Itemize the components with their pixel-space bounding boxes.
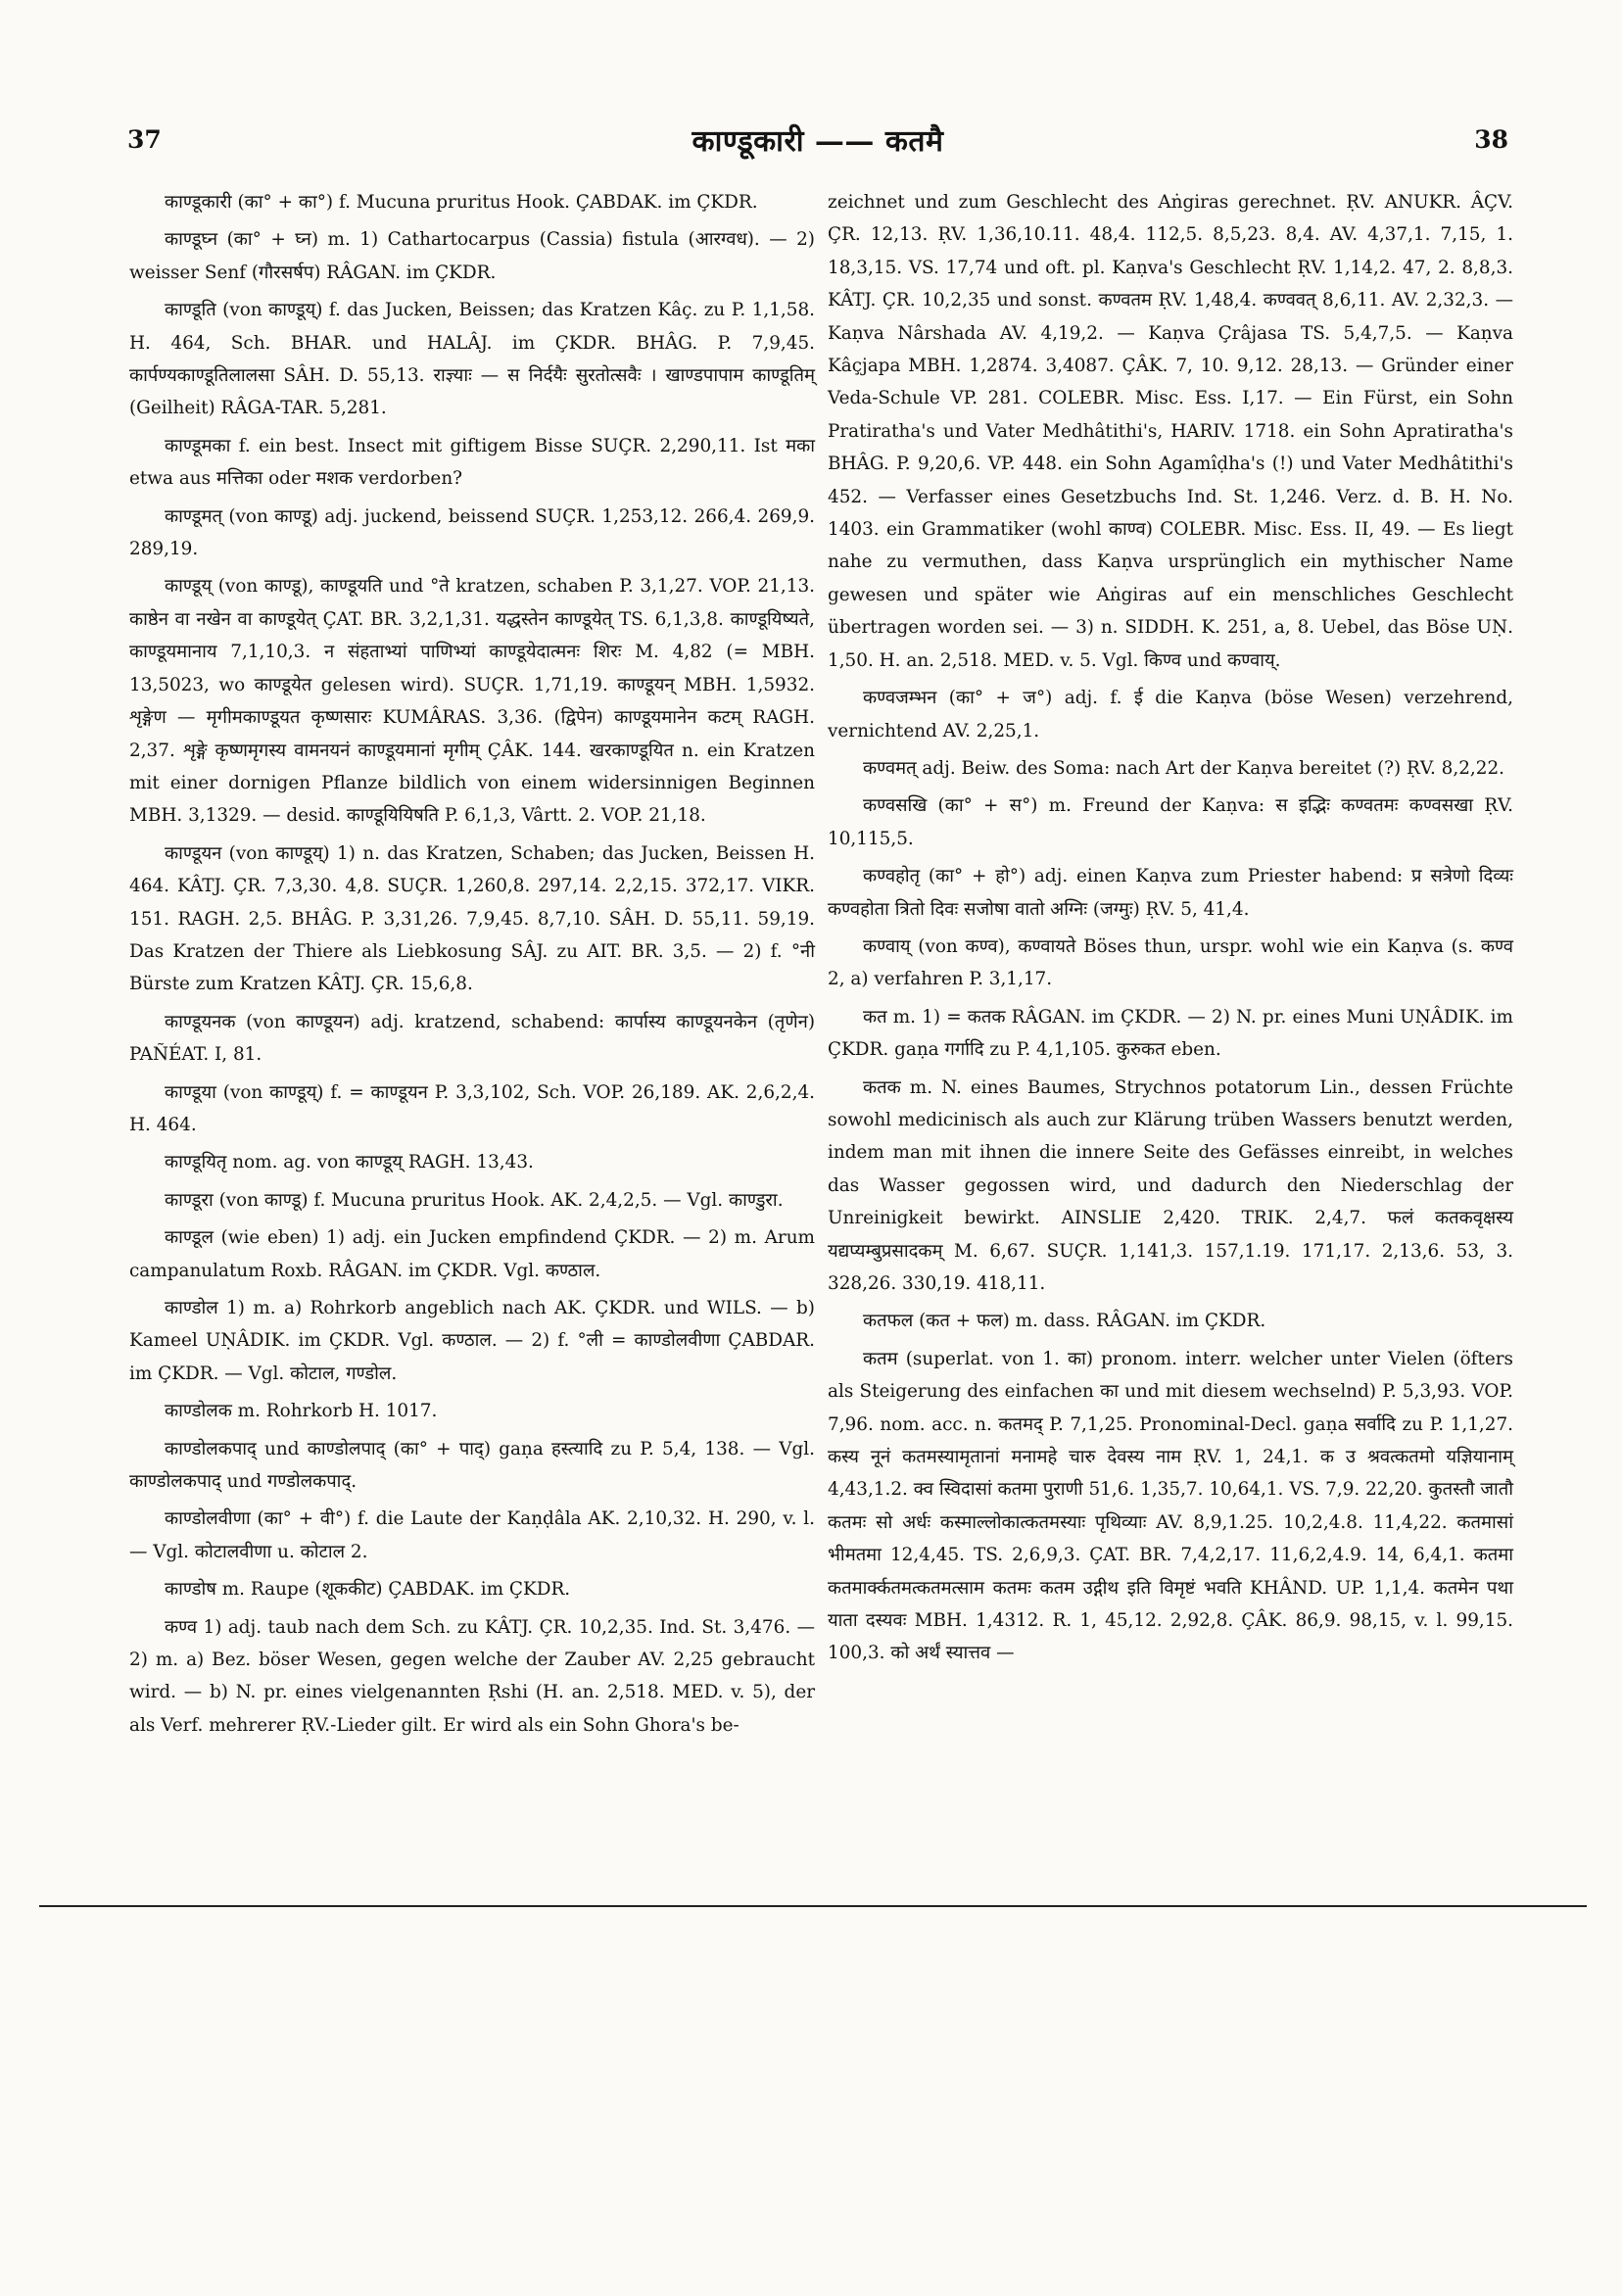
page-header bbox=[127, 116, 1508, 170]
right-page-number: 38 bbox=[1474, 125, 1508, 154]
entry: काण्डूया (von काण्डूय्) f. = काण्डूयन P. 3,3,102, Sch. VOP. 26,189. AK. 2,6,2,4. H. 464. bbox=[129, 1081, 815, 1135]
entry: कण्वाय् (von कण्व), कण्वायते Böses thun, urspr. wohl wie ein Kaṇva (s. कण्व 2, a) verfahren P. 3,1,17. bbox=[828, 935, 1513, 990]
entry: काण्डूकारी (का° + का°) f. Mucuna pruritus Hook. ÇABDAK. im ÇKDR. bbox=[165, 192, 758, 213]
entry: कतम (superlat. von 1. का) pronom. interr. welcher unter Vielen (öfters als Steigerung des einfachen का und mit diesem wechselnd) P. 5,3,93. VOP. 7,96. nom. acc. n. कतमद् P. 7,1,25. Pronominal-Decl. gaṇa सर्वादि zu P. 1,1,27. कस्य नूनं कतमस्यामृतानां मनामहे चारु देवस्य नाम ṚV. 1, 24,1. क उ श्रवत्कतमो यज्ञियानाम् 4,43,1.2. क्व स्विदासां कतमा पुराणी 51,6. 1,35,7. 10,64,1. VS. 7,9. 22,20. कुतस्तौ जातौ कतमः सो अर्धः कस्माल्लोकात्कतमस्याः पृथिव्याः AV. 8,9,1.25. 10,2,4.8. 11,4,22. कतमासां भीमतमा 12,4,45. TS. 2,6,9,3. ÇAT. BR. 7,4,2,17. 11,6,2,4.9. 14, 6,4,1. कतमा कतमार्क्कतमत्कतमत्साम कतमः कतम उद्गीथ इति विमृष्टं भवति KHÂND. UP. 1,1,4. कतमेन पथा याता दस्यवः MBH. 1,4312. R. 1, 45,12. 2,92,8. ÇÂK. 86,9. 98,15, v. l. 99,15. 100,3. को अर्थं स्यात्तव — bbox=[828, 1348, 1513, 1664]
entry: काण्डूयनक (von काण्डूयन) adj. kratzend, schabend: कार्पास्य काण्डूयनकेन (तृणेन) PAÑÉAT. I, 81. bbox=[129, 1011, 815, 1066]
entry: काण्डूरा (von काण्डू) f. Mucuna pruritus Hook. AK. 2,4,2,5. — Vgl. काण्डुरा. bbox=[165, 1189, 784, 1211]
entry: काण्डूयितृ nom. ag. von काण्डूय् RAGH. 13,43. bbox=[165, 1152, 534, 1173]
running-head: काण्डूकारी —— कतमै bbox=[692, 124, 944, 159]
entry: काण्डोष m. Raupe (शूककीट) ÇABDAK. im ÇKDR. bbox=[165, 1579, 571, 1601]
entry: काण्डोल 1) m. a) Rohrkorb angeblich nach AK. ÇKDR. und WILS. — b) Kameel UṆÂDIK. im ÇKDR. Vgl. कण्ठाल. — 2) f. °ली = काण्डोलवीणा ÇABDAR. im ÇKDR. — Vgl. कोटाल, गण्डोल. bbox=[129, 1298, 815, 1384]
right-column bbox=[828, 186, 1513, 1675]
entry: काण्डूय् (von काण्डू), काण्डूयति und °ते kratzen, schaben P. 3,1,27. VOP. 21,13. काष्ठेन वा नखेन वा काण्डूयेत् ÇAT. BR. 3,2,1,31. यद्धस्तेन काण्डूयेत् TS. 6,1,3,8. काण्डूयिष्यते, काण्डूयमानाय 7,1,10,3. न संहताभ्यां पाणिभ्यां काण्डूयेदात्मनः शिरः M. 4,82 (= MBH. 13,5023, wo काण्डूयेत gelesen wird). SUÇR. 1,71,19. काण्डूयन् MBH. 1,5932. शृङ्गेण — मृगीमकाण्डूयत कृष्णसारः KUMÂRAS. 3,36. (द्विपेन) काण्डूयमानेन कटम् RAGH. 2,37. शृङ्गे कृष्णमृगस्य वामनयनं काण्डूयमानां मृगीम् ÇÂK. 144. खरकाण्डूयित n. ein Kratzen mit einer dornigen Pflanze bildlich von einem widersinnigen Beginnen MBH. 3,1329. — desid. काण्डूयियिषति P. 6,1,3, Vârtt. 2. VOP. 21,18. bbox=[129, 576, 815, 827]
entry: कण्व 1) adj. taub nach dem Sch. zu KÂTJ. ÇR. 10,2,35. Ind. St. 3,476. — 2) m. a) Bez. böser Wesen, gegen welche der Zauber AV. 2,25 gebraucht wird. — b) N. pr. eines vielgenannten Ṛshi (H. an. 2,518. MED. v. 5), der als Verf. mehrerer ṚV.-Lieder gilt. Er wird als ein Sohn Ghora's be- bbox=[129, 1616, 815, 1736]
entry: कत m. 1) = कतक RÂGAN. im ÇKDR. — 2) N. pr. eines Muni UṆÂDIK. im ÇKDR. gaṇa गर्गादि zu P. 4,1,105. कुरुकत eben. bbox=[828, 1006, 1513, 1061]
entry: कण्वमत् adj. Beiw. des Soma: nach Art der Kaṇva bereitet (?) ṚV. 8,2,22. bbox=[863, 757, 1504, 779]
entry: कतफल (कत + फल) m. dass. RÂGAN. im ÇKDR. bbox=[863, 1311, 1266, 1332]
entry: काण्डूल (wie eben) 1) adj. ein Jucken empfindend ÇKDR. — 2) m. Arum campanulatum Roxb. RÂGAN. im ÇKDR. Vgl. कण्ठाल. bbox=[129, 1227, 815, 1281]
left-column bbox=[129, 186, 815, 1746]
entry: काण्डूयन (von काण्डूय्) 1) n. das Kratzen, Schaben; das Jucken, Beissen H. 464. KÂTJ. ÇR. 7,3,30. 4,8. SUÇR. 1,260,8. 297,14. 2,2,15. 372,17. VIKR. 151. RAGH. 2,5. BHÂG. P. 3,31,26. 7,9,45. 8,7,10. SÂH. D. 55,11. 59,19. Das Kratzen der Thiere als Liebkosung SÂJ. zu AIT. BR. 3,5. — 2) f. °नी Bürste zum Kratzen KÂTJ. ÇR. 15,6,8. bbox=[129, 842, 815, 995]
entry: कण्वसखि (का° + स°) m. Freund der Kaṇva: स इद्भिः कण्वतमः कण्वसखा ṚV. 10,115,5. bbox=[828, 795, 1513, 849]
entry: काण्डोलकपाद् und काण्डोलपाद् (का° + पाद्) gaṇa हस्त्यादि zu P. 5,4, 138. — Vgl. काण्डोलकपाद् und गण्डोलकपाद्. bbox=[129, 1438, 815, 1493]
entry: कण्वजम्भन (का° + ज°) adj. f. ई die Kaṇva (böse Wesen) verzehrend, vernichtend AV. 2,25,1. bbox=[828, 688, 1513, 741]
entry: काण्डूमत् (von काण्डू) adj. juckend, beissend SUÇR. 1,253,12. 266,4. 269,9. 289,19. bbox=[129, 505, 815, 560]
left-page-number: 37 bbox=[127, 125, 162, 154]
entry: कतक m. N. eines Baumes, Strychnos potatorum Lin., dessen Früchte sowohl medicinisch als auch zur Klärung trüben Wassers benutzt werden, indem man mit ihnen die innere Seite des Gefässes einreibt, in welches das Wasser gegossen wird, und dadurch den Niederschlag der Unreinigkeit bewirkt. AINSLIE 2,420. TRIK. 2,4,7. फलं कतकवृक्षस्य यद्यप्यम्बुप्रसादकम् M. 6,67. SUÇR. 1,141,3. 157,1.19. 171,17. 2,13,6. 53, 3. 328,26. 330,19. 418,11. bbox=[828, 1076, 1513, 1294]
entry: काण्डोलवीणा (का° + वी°) f. die Laute der Kaṇḍâla AK. 2,10,32. H. 290, v. l. — Vgl. कोटालवीणा u. कोटाल 2. bbox=[129, 1508, 815, 1562]
entry: काण्डूति (von काण्डूय्) f. das Jucken, Beissen; das Kratzen Kâç. zu P. 1,1,58. H. 464, Sch. BHAR. und HALÂJ. im ÇKDR. BHÂG. P. 7,9,45. कार्पण्यकाण्डूतिलालसा SÂH. D. 55,13. राज्ञ्याः — स निर्दयैः सुरतोत्सवैः । खाण्डपापाम काण्डूतिम् (Geilheit) RÂGA-TAR. 5,281. bbox=[129, 300, 815, 419]
page-bottom-rule bbox=[39, 1905, 1587, 1907]
entry: काण्डोलक m. Rohrkorb H. 1017. bbox=[165, 1401, 438, 1422]
entry: काण्डूमका f. ein best. Insect mit giftigem Bisse SUÇR. 2,290,11. Ist मका etwa aus मत्तिका oder मशक verdorben? bbox=[129, 435, 815, 490]
entry-continuation: zeichnet und zum Geschlecht des Aṅgiras gerechnet. ṚV. ANUKR. ÂÇV. ÇR. 12,13. ṚV. 1,36,10.11. 48,4. 112,5. 8,5,23. 8,4. AV. 4,37,1. 7,15, 1. 18,3,15. VS. 17,74 und oft. pl. Kaṇva's Geschlecht ṚV. 1,14,2. 47, 2. 8,8,3. KÂTJ. ÇR. 10,2,35 und sonst. कण्वतम ṚV. 1,48,4. कण्ववत् 8,6,11. AV. 2,32,3. — Kaṇva Nârshada AV. 4,19,2. — Kaṇva Çrâjasa TS. 5,4,7,5. — Kaṇva Kâçjapa MBH. 1,2874. 3,4087. ÇÂK. 7, 10. 9,12. 28,13. — Gründer einer Veda-Schule VP. 281. COLEBR. Misc. Ess. I,17. — Ein Fürst, ein Sohn Pratiratha's und Vater Medhâtithi's, HARIV. 1718. ein Sohn Apratiratha's BHÂG. P. 9,20,6. VP. 448. ein Sohn Agamîḍha's (!) und Vater Medhâtithi's 452. — Verfasser eines Gesetzbuchs Ind. St. 1,246. Verz. d. B. H. No. 1403. ein Grammatiker (wohl काण्व) COLEBR. Misc. Ess. II, 49. — Es liegt nahe zu vermuthen, dass Kaṇva ursprünglich ein mythischer Name gewesen und später wie Aṅgiras auf ein menschliches Geschlecht übertragen worden sei. — 3) n. SIDDH. K. 251, a, 8. Uebel, das Böse UṆ. 1,50. H. an. 2,518. MED. v. 5. Vgl. किण्व und कण्वाय्. bbox=[828, 192, 1513, 671]
entry: काण्डूघ्न (का° + घ्न) m. 1) Cathartocarpus (Cassia) fistula (आरग्वध). — 2) weisser Senf (गौरसर्षप) RÂGAN. im ÇKDR. bbox=[129, 229, 815, 283]
entry: कण्वहोतृ (का° + हो°) adj. einen Kaṇva zum Priester habend: प्र सत्रेणो दिव्यः कण्वहोता त्रितो दिवः सजोषा वातो अग्निः (जग्मुः) ṚV. 5, 41,4. bbox=[828, 866, 1513, 920]
